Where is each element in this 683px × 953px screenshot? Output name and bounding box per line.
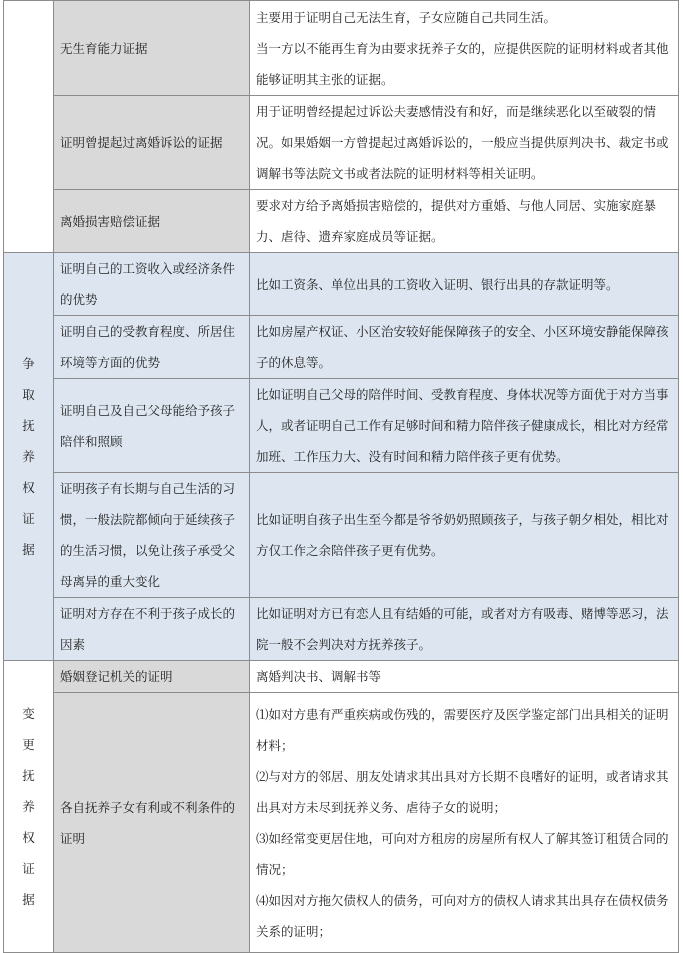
description-paragraph: ⑴如对方患有严重疾病或伤残的，需要医疗及医学鉴定部门出具相关的证明材料； bbox=[256, 706, 669, 753]
table-row bbox=[4, 316, 679, 379]
table-row bbox=[4, 253, 679, 316]
category-label: 争取抚养权证据 bbox=[22, 356, 35, 557]
table-row bbox=[4, 379, 679, 473]
evidence-description bbox=[250, 1, 679, 96]
description-paragraph: 当一方以不能再生育为由要求抚养子女的，应提供医院的证明材料或者其他能够证明其主张的证据。 bbox=[256, 40, 669, 87]
evidence-description bbox=[250, 96, 679, 190]
evidence-item: 离婚损害赔偿证据 bbox=[54, 190, 250, 253]
description-paragraph: 离婚判决书、调解书等 bbox=[256, 669, 382, 684]
evidence-item: 证明自己的受教育程度、所居住环境等方面的优势 bbox=[54, 316, 250, 379]
table-row bbox=[4, 190, 679, 253]
description-paragraph: ⑶如经常变更居住地，可向对方租房的房屋所有权人了解其签订租赁合同的情况； bbox=[256, 830, 669, 877]
category-cell bbox=[4, 661, 54, 953]
category-cell bbox=[4, 253, 54, 661]
evidence-description bbox=[250, 190, 679, 253]
description-paragraph: ⑷如因对方拖欠债权人的债务，可向对方的债权人请求其出具存在债权债务关系的证明； bbox=[256, 892, 669, 939]
evidence-description bbox=[250, 473, 679, 598]
table-row bbox=[4, 473, 679, 598]
evidence-item: 证明曾提起过离婚诉讼的证据 bbox=[54, 96, 250, 190]
table-row bbox=[4, 598, 679, 661]
evidence-description bbox=[250, 598, 679, 661]
evidence-description bbox=[250, 693, 679, 953]
table-row bbox=[4, 693, 679, 953]
description-paragraph: 要求对方给予离婚损害赔偿的，提供对方重婚、与他人同居、实施家庭暴力、虐待、遗弃家庭成员等证据。 bbox=[256, 198, 657, 244]
description-paragraph: 比如房屋产权证、小区治安较好能保障孩子的安全、小区环境安静能保障孩子的休息等。 bbox=[256, 324, 669, 370]
evidence-description bbox=[250, 379, 679, 473]
evidence-item: 婚姻登记机关的证明 bbox=[54, 661, 250, 693]
description-paragraph: 比如证明对方已有恋人且有结婚的可能，或者对方有吸毒、赌博等恶习，法院一般不会判决对方抚养孩子。 bbox=[256, 606, 669, 652]
evidence-item: 证明对方存在不利于孩子成长的因素 bbox=[54, 598, 250, 661]
table-row bbox=[4, 661, 679, 693]
evidence-table bbox=[3, 0, 679, 953]
evidence-item: 无生育能力证据 bbox=[54, 1, 250, 96]
category-cell bbox=[4, 1, 54, 253]
evidence-item: 证明孩子有长期与自己生活的习惯，一般法院都倾向于延续孩子的生活习惯，以免让孩子承受父母离异的重大变化 bbox=[54, 473, 250, 598]
table-row bbox=[4, 1, 679, 96]
evidence-item: 证明自己的工资收入或经济条件的优势 bbox=[54, 253, 250, 316]
evidence-description bbox=[250, 316, 679, 379]
description-paragraph: 比如证明自孩子出生至今都是爷爷奶奶照顾孩子，与孩子朝夕相处，相比对方仅工作之余陪伴孩子更有优势。 bbox=[256, 512, 669, 558]
description-paragraph: 比如证明自己父母的陪伴时间、受教育程度、身体状况等方面优于对方当事人，或者证明自己工作有足够时间和精力陪伴孩子健康成长，相比对方经常加班、工作压力大、没有时间和精力陪伴孩子更有优势。 bbox=[256, 387, 669, 464]
description-paragraph: 主要用于证明自己无法生育，子女应随自己共同生活。 bbox=[256, 9, 557, 25]
description-paragraph: ⑵与对方的邻居、朋友处请求其出具对方长期不良嗜好的证明，或者请求其出具对方未尽到抚养义务、虐待子女的说明； bbox=[256, 768, 669, 815]
table-row bbox=[4, 96, 679, 190]
evidence-description bbox=[250, 661, 679, 693]
evidence-item: 证明自己及自己父母能给予孩子陪伴和照顾 bbox=[54, 379, 250, 473]
category-label: 变更抚养权证据 bbox=[22, 706, 35, 907]
description-paragraph: 比如工资条、单位出具的工资收入证明、银行出具的存款证明等。 bbox=[256, 276, 619, 292]
description-paragraph: 用于证明曾经提起过诉讼夫妻感情没有和好，而是继续恶化以至破裂的情况。如果婚姻一方曾提起过离婚诉讼的，一般应当提供原判决书、裁定书或调解书等法院文书或者法院的证明材料等相关证明。 bbox=[256, 104, 669, 181]
evidence-item: 各自抚养子女有利或不利条件的证明 bbox=[54, 693, 250, 953]
evidence-description bbox=[250, 253, 679, 316]
